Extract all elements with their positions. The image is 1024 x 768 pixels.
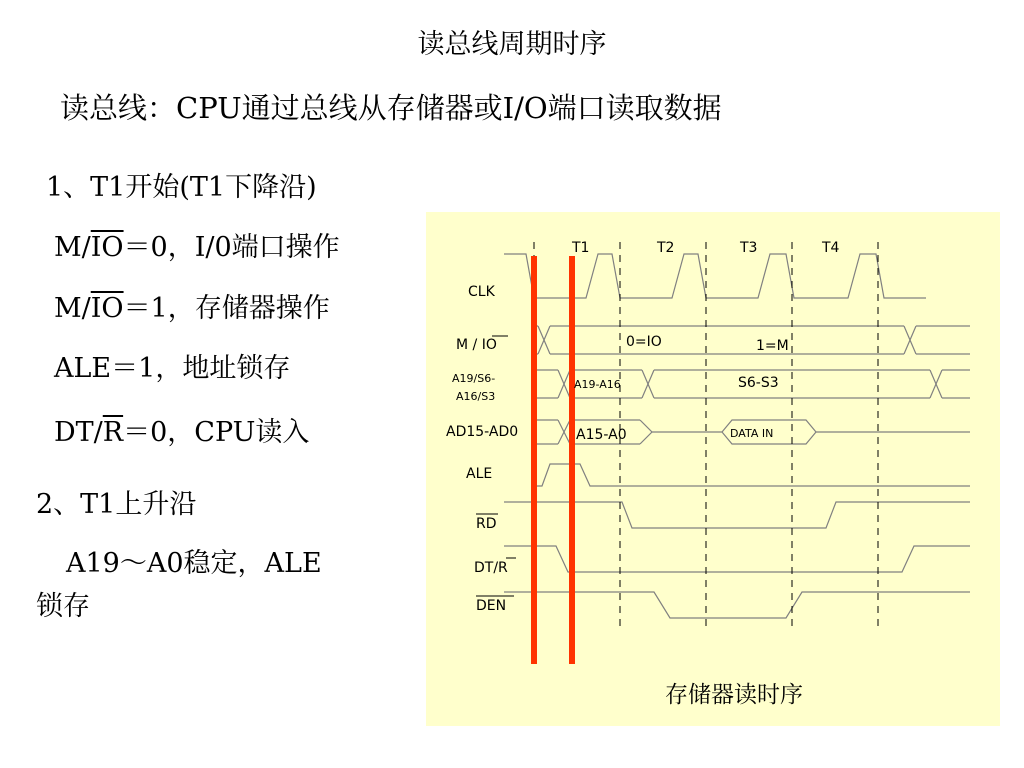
dtr-line: [54, 410, 309, 449]
signal-label-a19-s6: A19/S6-: [452, 372, 496, 385]
value-mio-mem: 1=M: [756, 338, 789, 354]
value-mio-io: 0=IO: [626, 334, 662, 350]
mio-mem-line: [54, 286, 330, 325]
mio-io-suffix: ＝0，I/0端口操作: [123, 232, 340, 263]
dtr-prefix: DT/: [54, 417, 103, 448]
timing-diagram: [426, 212, 1000, 726]
dtr-overbar: $\overline{R}$: [102, 417, 124, 448]
signal-label-ale: ALE: [466, 466, 493, 482]
page-title: 读总线周期时序: [417, 29, 607, 60]
mio-io-overbar: $\overline{IO}$: [90, 232, 124, 263]
mio-io-line: [54, 225, 340, 264]
timing-diagram-panel: [426, 212, 1000, 726]
period-label-t2: T2: [657, 240, 675, 256]
signal-label-ad15-ad0: AD15-AD0: [446, 424, 519, 440]
signal-label-mio: M / IO: [456, 337, 497, 353]
point-2-line-1: A19～A0稳定，ALE: [66, 548, 322, 579]
point-2-heading: 2、T1上升沿: [36, 489, 197, 520]
point-2-line-2: 锁存: [36, 591, 90, 622]
ale-waveform: [532, 464, 970, 486]
point-1-heading: 1、T1开始(T1下降沿): [46, 172, 317, 203]
intro-text: 读总线：CPU通过总线从存储器或I/O端口读取数据: [60, 91, 722, 125]
value-addr-low: A15-A0: [576, 427, 627, 443]
period-label-t3: T3: [740, 240, 758, 256]
value-addr-high: A19-A16: [574, 378, 621, 391]
period-label-t4: T4: [822, 240, 840, 256]
clk-waveform: [504, 254, 926, 298]
mio-mem-prefix: M/: [54, 293, 91, 324]
period-label-t1: T1: [572, 240, 590, 256]
mio-waveform: [532, 326, 970, 354]
value-status: S6-S3: [738, 375, 779, 391]
ale-line: ALE＝1，地址锁存: [54, 353, 291, 384]
mio-mem-suffix: ＝1，存储器操作: [123, 293, 330, 324]
signal-label-dtr: DT/R: [474, 560, 508, 576]
mio-io-prefix: M/: [54, 232, 91, 263]
signal-label-clk: CLK: [468, 284, 495, 300]
diagram-caption: 存储器读时序: [665, 682, 803, 708]
signal-label-rd: RD: [476, 516, 497, 532]
dtr-suffix: ＝0，CPU读入: [123, 417, 310, 448]
signal-label-den: DEN: [476, 598, 507, 614]
value-data-in: DATA IN: [730, 427, 774, 440]
mio-mem-overbar: $\overline{IO}$: [90, 293, 124, 324]
signal-label-a16-s3: A16/S3: [456, 390, 496, 403]
